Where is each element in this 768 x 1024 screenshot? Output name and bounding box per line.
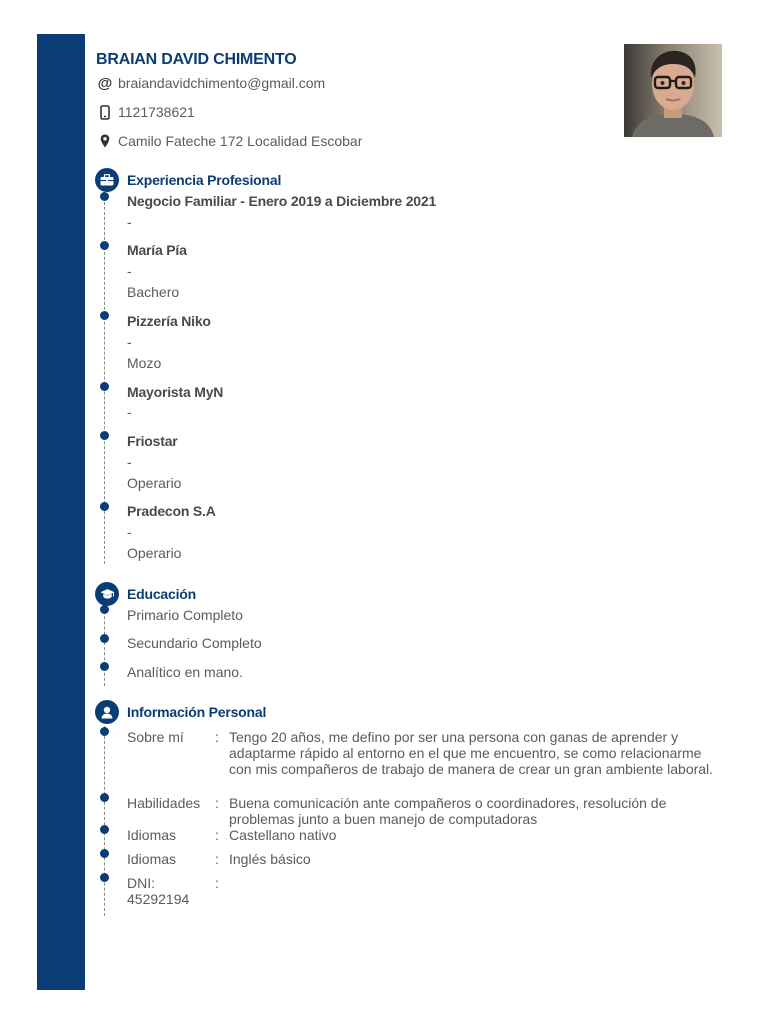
personal-label: DNI: 45292194 <box>127 875 190 907</box>
briefcase-icon <box>95 168 119 192</box>
experience-company: María Pía <box>127 242 187 258</box>
timeline-dot <box>100 793 109 802</box>
education-item: Secundario Completo <box>127 635 262 651</box>
personal-colon: : <box>215 851 219 867</box>
personal-colon: : <box>215 827 219 843</box>
map-pin-icon <box>96 134 114 148</box>
timeline-dot <box>100 241 109 250</box>
personal-value: Tengo 20 años, me defino por ser una persona con ganas de aprender y adaptarme rápido al entorno en el que me encuentro, se como relacionarme con mis compañeros de trabajo de manera de crear un gran ambiente laboral. <box>229 729 714 777</box>
timeline-dot <box>100 727 109 736</box>
mobile-phone-icon <box>96 105 114 120</box>
education-timeline <box>104 606 105 686</box>
experience-section-title: Experiencia Profesional <box>127 172 282 188</box>
personal-colon: : <box>215 729 219 745</box>
timeline-dot <box>100 502 109 511</box>
timeline-dot <box>100 382 109 391</box>
personal-value: Castellano nativo <box>229 827 337 843</box>
phone-row <box>96 102 195 122</box>
candidate-name: BRAIAN DAVID CHIMENTO <box>96 51 297 68</box>
experience-dash: - <box>127 214 132 230</box>
experience-dash: - <box>127 334 132 350</box>
education-section-title: Educación <box>127 586 196 602</box>
timeline-dot <box>100 431 109 440</box>
at-icon: @ <box>97 74 113 92</box>
email-text: braiandavidchimento@gmail.com <box>118 75 326 91</box>
address-text: Camilo Fateche 172 Localidad Escobar <box>118 133 363 149</box>
experience-role: Operario <box>127 475 182 491</box>
personal-timeline <box>104 726 105 916</box>
experience-company: Pizzería Niko <box>127 313 211 329</box>
personal-colon: : <box>215 795 219 811</box>
experience-company: Mayorista MyN <box>127 384 224 400</box>
email-row <box>96 73 325 93</box>
experience-company: Negocio Familiar - Enero 2019 a Diciembre 2021 <box>127 193 437 209</box>
education-item: Analítico en mano. <box>127 664 243 680</box>
experience-dash: - <box>127 454 132 470</box>
timeline-dot <box>100 825 109 834</box>
personal-label: Idiomas <box>127 851 177 867</box>
experience-company: Pradecon S.A <box>127 503 216 519</box>
timeline-dot <box>100 849 109 858</box>
timeline-dot <box>100 311 109 320</box>
experience-dash: - <box>127 263 132 279</box>
timeline-dot <box>100 605 109 614</box>
experience-company: Friostar <box>127 433 178 449</box>
phone-text: 1121738621 <box>118 104 195 120</box>
graduation-cap-icon <box>95 582 119 606</box>
personal-colon: : <box>215 875 219 891</box>
experience-role: Operario <box>127 545 182 561</box>
experience-role: Mozo <box>127 355 162 371</box>
timeline-dot <box>100 192 109 201</box>
user-icon <box>95 700 119 724</box>
personal-label: Sobre mí <box>127 729 184 745</box>
personal-section-title: Información Personal <box>127 704 267 720</box>
timeline-dot <box>100 662 109 671</box>
personal-label: Habilidades <box>127 795 201 811</box>
personal-value: Buena comunicación ante compañeros o coordinadores, resolución de problemas junto a buen manejo de computadoras <box>229 795 667 827</box>
experience-dash: - <box>127 524 132 540</box>
personal-value: Inglés básico <box>229 851 311 867</box>
profile-photo <box>624 44 722 137</box>
sidebar-bar <box>37 34 85 990</box>
timeline-dot <box>100 873 109 882</box>
experience-dash: - <box>127 404 132 420</box>
timeline-dot <box>100 634 109 643</box>
experience-role: Bachero <box>127 284 180 300</box>
address-row <box>96 131 362 151</box>
education-item: Primario Completo <box>127 607 243 623</box>
personal-label: Idiomas <box>127 827 177 843</box>
